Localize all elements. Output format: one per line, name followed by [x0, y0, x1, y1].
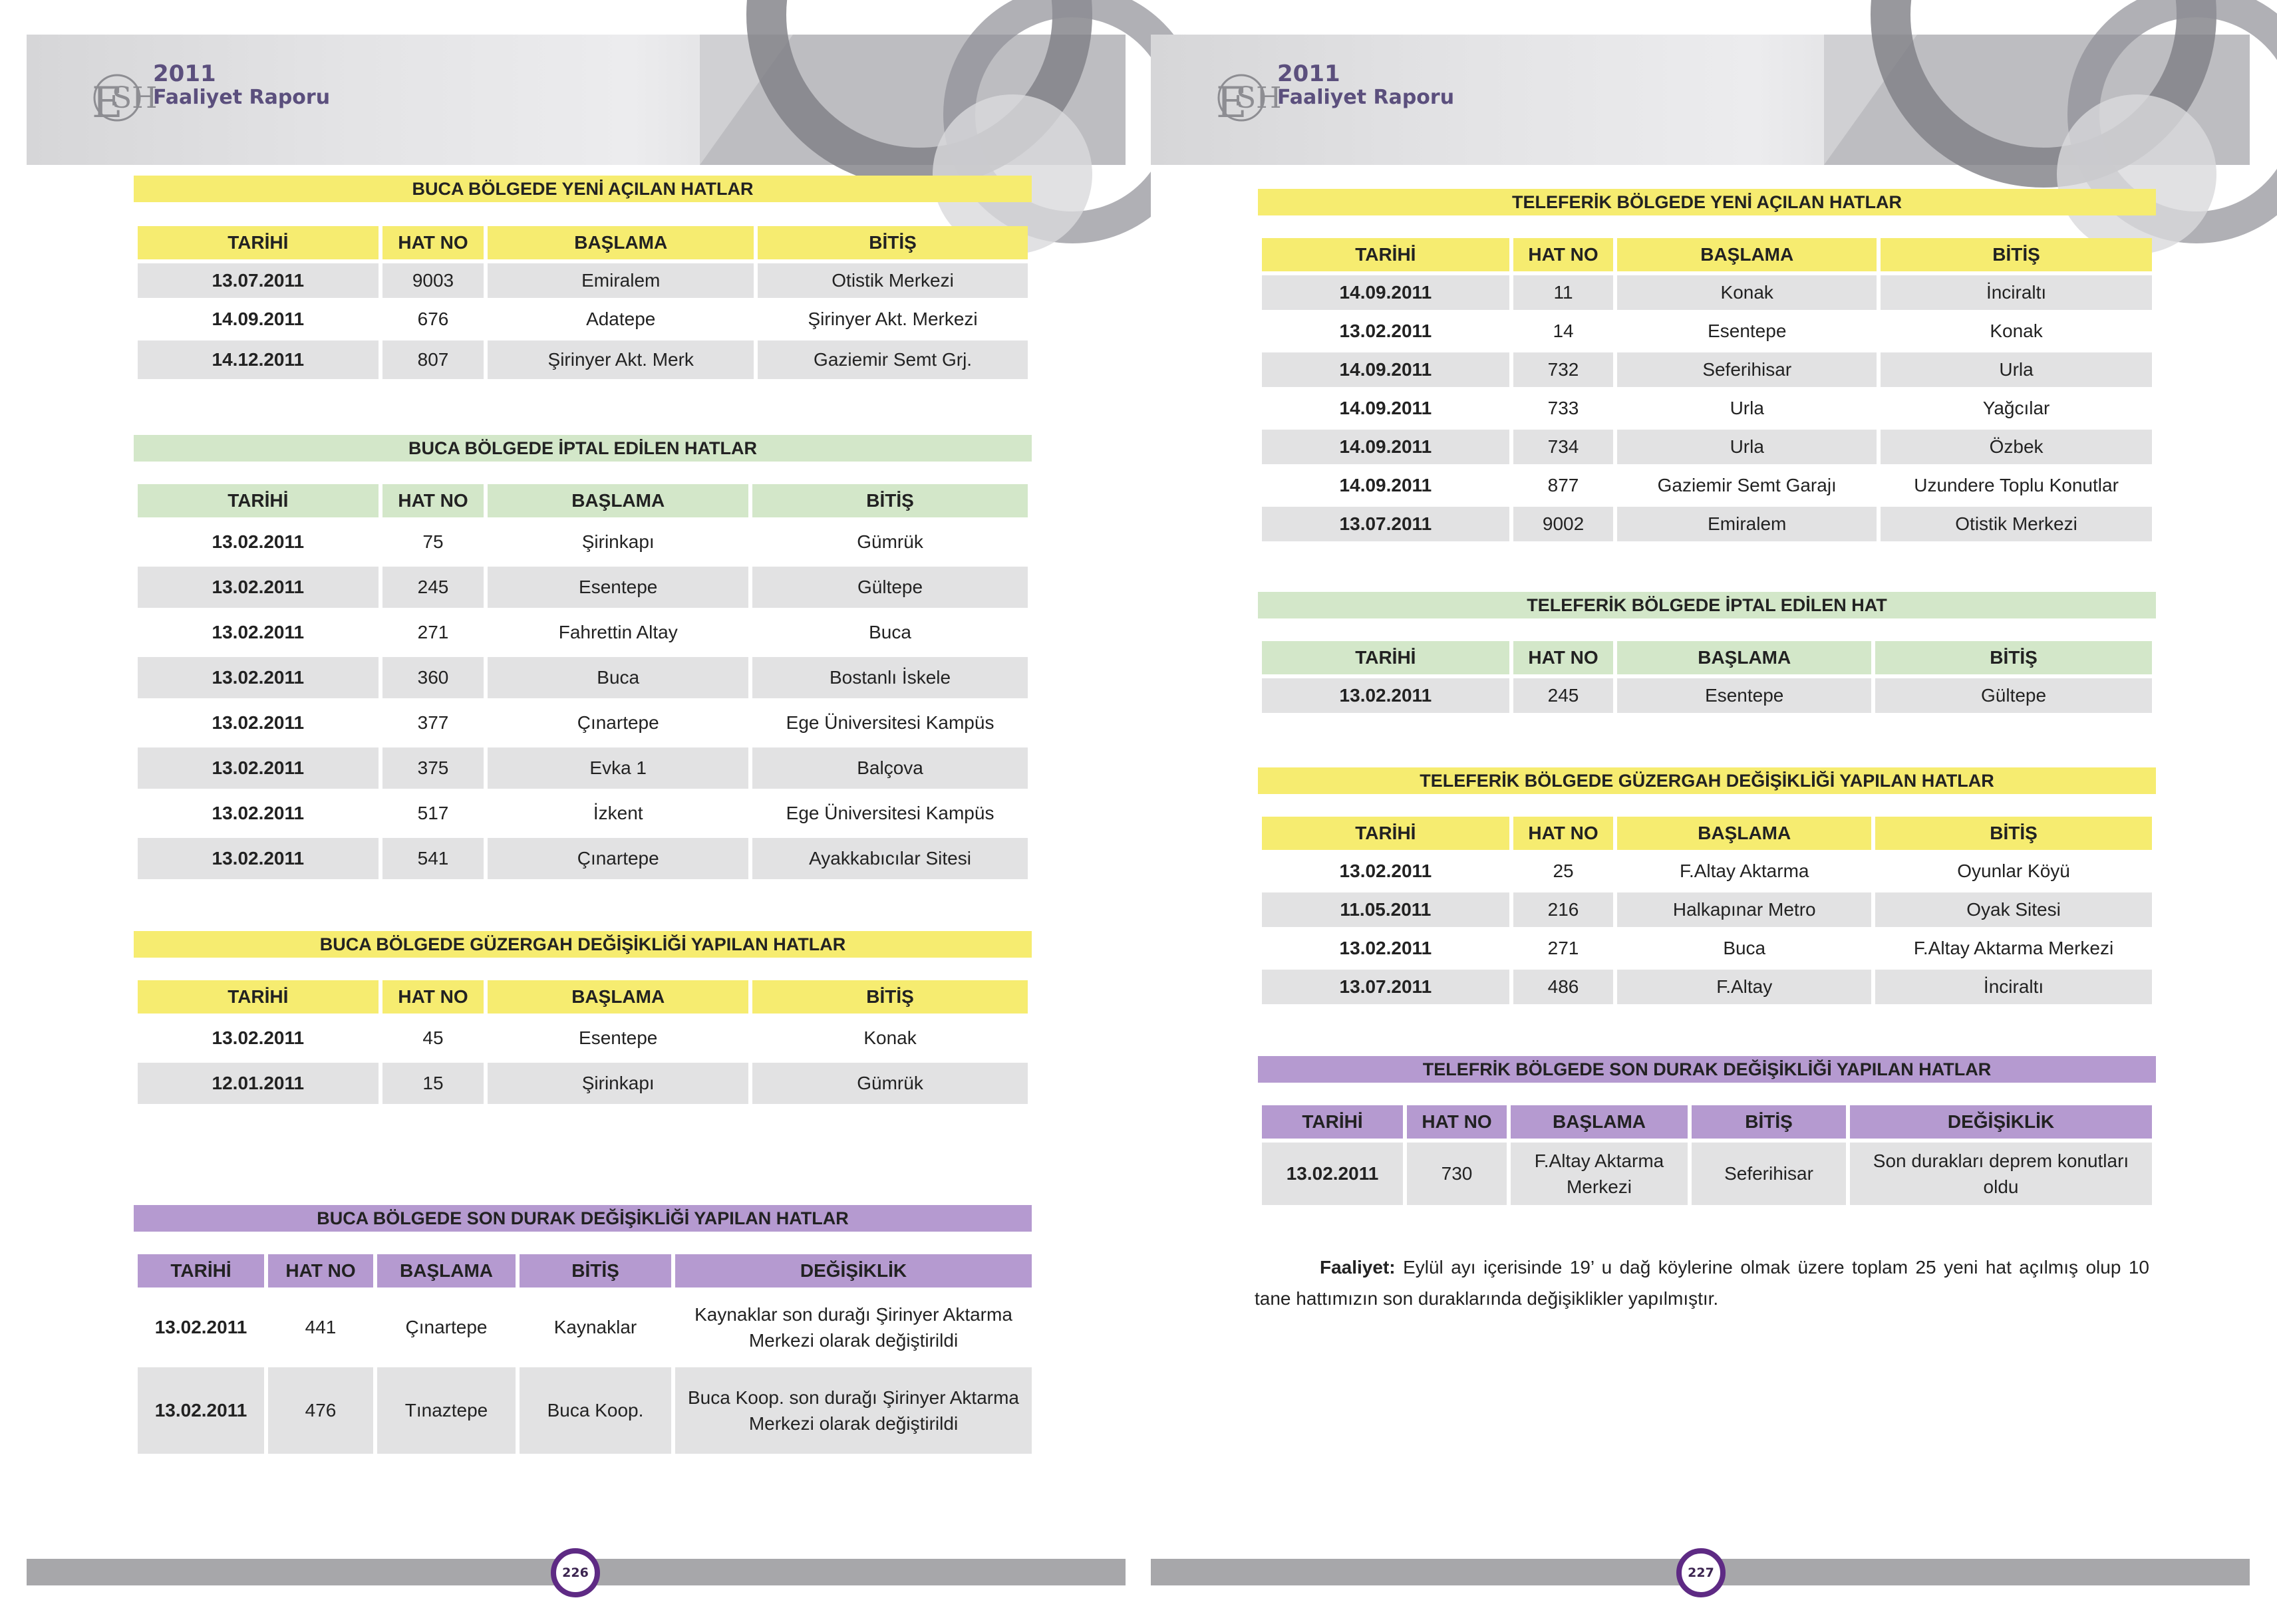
- row-start: Adatepe: [586, 309, 656, 330]
- table-row: [138, 1367, 1032, 1454]
- buca-new-lines-table: [134, 222, 1032, 383]
- row-line: 271: [1547, 938, 1579, 959]
- table-row: [138, 1291, 1032, 1363]
- teleferik-route-changes-table: [1258, 813, 2156, 1008]
- row-line: 541: [382, 838, 484, 879]
- row-start: Emiralem: [1617, 507, 1877, 541]
- buca-terminus-changes-table: [134, 1250, 1036, 1458]
- teleferik-new-lines-table: [1258, 234, 2156, 545]
- row-date: 14.09.2011: [1339, 398, 1432, 419]
- table-row: [1262, 678, 2152, 713]
- row-change: Kaynaklar son durağı Şirinyer Aktarma Merkezi olarak değiştirildi: [694, 1303, 1012, 1351]
- table-row: [1262, 1143, 2152, 1205]
- col-end: BİTİŞ: [758, 226, 1028, 259]
- col-start: BAŞLAMA: [488, 226, 754, 259]
- header-decoration: [1824, 35, 2250, 165]
- table-row: [1262, 507, 2152, 541]
- row-end: Gültepe: [1875, 678, 2152, 713]
- table-row: [1262, 468, 2152, 503]
- row-end: Gümrük: [857, 531, 923, 553]
- buca-cancelled-lines-table: [134, 480, 1032, 883]
- col-end: BİTİŞ: [752, 980, 1028, 1014]
- row-start: F.Altay Aktarma: [1679, 861, 1809, 882]
- col-line: HAT NO: [1513, 238, 1614, 271]
- row-date: 13.07.2011: [1262, 970, 1509, 1004]
- table-row: [138, 838, 1028, 879]
- row-start: Şirinyer Akt. Merk: [488, 340, 754, 379]
- row-line: 517: [417, 803, 449, 824]
- activity-text: Eylül ayı içerisinde 19’ u dağ köylerine olmak üzere toplam 25 yeni hat açılmış olup 10 tane hattımızın son duraklarında değişiklikler yapılmıştır.: [1255, 1257, 2149, 1309]
- row-end: Oyak Sitesi: [1875, 892, 2152, 927]
- row-start: Urla: [1617, 430, 1877, 464]
- row-line: 245: [382, 567, 484, 608]
- page-header-banner: [1151, 35, 2250, 165]
- table-row: [138, 302, 1028, 337]
- row-date: 13.02.2011: [212, 803, 305, 824]
- row-start: Esentepe: [488, 567, 748, 608]
- row-end: Urla: [1881, 352, 2152, 387]
- col-end: BİTİŞ: [1875, 641, 2152, 674]
- row-date: 13.02.2011: [154, 1317, 247, 1338]
- col-end: BİTİŞ: [752, 484, 1028, 517]
- section-title: TELEFERİK BÖLGEDE İPTAL EDİLEN HAT: [1258, 592, 2156, 618]
- row-start: Esentepe: [1708, 321, 1787, 342]
- row-date: 14.09.2011: [212, 309, 305, 330]
- row-start: Tınaztepe: [377, 1367, 516, 1454]
- col-line: HAT NO: [1407, 1105, 1507, 1139]
- row-line: 676: [417, 309, 449, 330]
- row-change: Buca Koop. son durağı Şirinyer Aktarma Merkezi olarak değiştirildi: [675, 1367, 1032, 1454]
- table-row: [138, 1063, 1028, 1104]
- row-line: 877: [1547, 475, 1579, 496]
- row-start: Çınartepe: [488, 838, 748, 879]
- row-line: 25: [1553, 861, 1574, 882]
- page-left: [27, 35, 1126, 1599]
- teleferik-terminus-changes-table: [1258, 1101, 2156, 1209]
- row-date: 13.02.2011: [1262, 1143, 1403, 1205]
- row-date: 13.07.2011: [138, 263, 379, 298]
- row-line: 15: [382, 1063, 484, 1104]
- row-end: Otistik Merkezi: [758, 263, 1028, 298]
- col-line: HAT NO: [382, 980, 484, 1014]
- section-title: TELEFERİK BÖLGEDE GÜZERGAH DEĞİŞİKLİĞİ YAPILAN HATLAR: [1258, 767, 2156, 794]
- row-end: Oyunlar Köyü: [1957, 861, 2070, 882]
- row-date: 13.02.2011: [1339, 321, 1432, 342]
- row-date: 14.09.2011: [1262, 352, 1509, 387]
- col-start: BAŞLAMA: [488, 980, 748, 1014]
- row-date: 13.02.2011: [212, 622, 305, 643]
- teleferik-cancelled-lines-table: [1258, 637, 2156, 717]
- report-year: 2011: [153, 61, 216, 87]
- report-brand: [153, 61, 330, 109]
- row-start: Halkapınar Metro: [1617, 892, 1871, 927]
- row-line: 360: [382, 657, 484, 698]
- row-date: 13.02.2011: [1262, 678, 1509, 713]
- table-row: [138, 657, 1028, 698]
- buca-new-lines-section: [134, 176, 1032, 202]
- row-line: 734: [1513, 430, 1614, 464]
- svg-text:E: E: [1216, 78, 1247, 128]
- row-date: 13.02.2011: [212, 531, 305, 553]
- table-row: [1262, 275, 2152, 310]
- teleferik-terminus-changes-section: [1258, 1056, 2156, 1083]
- col-line: HAT NO: [382, 484, 484, 517]
- row-end: F.Altay Aktarma Merkezi: [1913, 938, 2114, 959]
- table-row: [1262, 931, 2152, 966]
- row-date: 13.02.2011: [212, 712, 305, 734]
- row-start: F.Altay: [1617, 970, 1871, 1004]
- row-start: Gaziemir Semt Garajı: [1657, 475, 1837, 496]
- col-start: BAŞLAMA: [1617, 238, 1877, 271]
- row-end: İnciraltı: [1875, 970, 2152, 1004]
- row-date: 13.02.2011: [212, 1027, 305, 1049]
- col-change: DEĞİŞİKLİK: [675, 1254, 1032, 1287]
- section-title: TELEFERİK BÖLGEDE YENİ AÇILAN HATLAR: [1258, 189, 2156, 215]
- eshot-logo-icon: [88, 59, 158, 137]
- row-start: Buca: [488, 657, 748, 698]
- col-date: TARİHİ: [1262, 641, 1509, 674]
- row-date: 12.01.2011: [138, 1063, 379, 1104]
- row-end: Konak: [1990, 321, 2043, 342]
- row-start: Urla: [1730, 398, 1764, 419]
- table-row: [138, 793, 1028, 834]
- row-start: Fahrettin Altay: [558, 622, 678, 643]
- page-header-banner: [27, 35, 1126, 165]
- row-date: 11.05.2011: [1262, 892, 1509, 927]
- row-end: Uzundere Toplu Konutlar: [1914, 475, 2119, 496]
- row-date: 13.02.2011: [1339, 938, 1432, 959]
- row-end: Seferihisar: [1692, 1143, 1846, 1205]
- teleferik-cancelled-lines-section: [1258, 592, 2156, 618]
- page-number: 226: [551, 1548, 600, 1597]
- row-end: Ayakkabıcılar Sitesi: [752, 838, 1028, 879]
- row-end: Bostanlı İskele: [752, 657, 1028, 698]
- row-date: 13.07.2011: [1262, 507, 1509, 541]
- row-date: 14.09.2011: [1262, 430, 1509, 464]
- row-start: Konak: [1617, 275, 1877, 310]
- row-end: Gültepe: [752, 567, 1028, 608]
- table-row: [138, 567, 1028, 608]
- activity-paragraph: [1255, 1252, 2149, 1314]
- col-date: TARİHİ: [1262, 817, 1509, 850]
- row-end: Şirinyer Akt. Merkezi: [808, 309, 978, 330]
- row-line: 375: [382, 747, 484, 789]
- row-line: 807: [382, 340, 484, 379]
- row-line: 75: [422, 531, 444, 553]
- row-end: Ege Üniversitesi Kampüs: [786, 803, 994, 824]
- buca-cancelled-lines-section: [134, 435, 1032, 462]
- row-line: 486: [1513, 970, 1614, 1004]
- row-line: 9002: [1513, 507, 1614, 541]
- row-start: Esentepe: [1617, 678, 1871, 713]
- row-start: Emiralem: [488, 263, 754, 298]
- row-start: Evka 1: [488, 747, 748, 789]
- section-title: BUCA BÖLGEDE YENİ AÇILAN HATLAR: [134, 176, 1032, 202]
- row-line: 476: [268, 1367, 373, 1454]
- table-row: [138, 702, 1028, 744]
- col-date: TARİHİ: [138, 226, 379, 259]
- col-end: BİTİŞ: [1692, 1105, 1846, 1139]
- row-line: 377: [417, 712, 449, 734]
- col-line: HAT NO: [1513, 641, 1614, 674]
- table-row: [138, 1017, 1028, 1059]
- row-end: Ege Üniversitesi Kampüs: [786, 712, 994, 734]
- row-start: Şirinkapı: [488, 1063, 748, 1104]
- col-date: TARİHİ: [138, 484, 379, 517]
- row-line: 245: [1513, 678, 1614, 713]
- row-date: 13.02.2011: [138, 1367, 264, 1454]
- row-end: Konak: [863, 1027, 917, 1049]
- report-year: 2011: [1277, 61, 1340, 87]
- col-start: BAŞLAMA: [1617, 817, 1871, 850]
- row-start: F.Altay Aktarma Merkezi: [1511, 1143, 1688, 1205]
- row-start: Çınartepe: [577, 712, 659, 734]
- row-end: Kaynaklar: [553, 1317, 637, 1338]
- section-title: TELEFRİK BÖLGEDE SON DURAK DEĞİŞİKLİĞİ YAPILAN HATLAR: [1258, 1056, 2156, 1083]
- row-line: 441: [305, 1317, 337, 1338]
- buca-terminus-changes-section: [134, 1205, 1032, 1232]
- row-line: 45: [422, 1027, 444, 1049]
- col-line: HAT NO: [1513, 817, 1614, 850]
- row-end: Otistik Merkezi: [1881, 507, 2152, 541]
- col-start: BAŞLAMA: [377, 1254, 516, 1287]
- row-line: 11: [1513, 275, 1614, 310]
- row-start: İzkent: [593, 803, 643, 824]
- row-line: 271: [417, 622, 449, 643]
- row-date: 13.02.2011: [138, 747, 379, 789]
- col-start: BAŞLAMA: [488, 484, 748, 517]
- col-date: TARİHİ: [138, 980, 379, 1014]
- section-title: BUCA BÖLGEDE SON DURAK DEĞİŞİKLİĞİ YAPILAN HATLAR: [134, 1205, 1032, 1232]
- svg-text:SH: SH: [1236, 81, 1282, 115]
- row-start: Şirinkapı: [581, 531, 655, 553]
- row-end: Balçova: [752, 747, 1028, 789]
- col-end: BİTİŞ: [1881, 238, 2152, 271]
- row-end: Gümrük: [752, 1063, 1028, 1104]
- row-line: 14: [1553, 321, 1574, 342]
- report-title: Faaliyet Raporu: [1277, 86, 1455, 110]
- teleferik-route-changes-section: [1258, 767, 2156, 794]
- row-end: Buca Koop.: [520, 1367, 671, 1454]
- col-start: BAŞLAMA: [1617, 641, 1871, 674]
- row-end: Gaziemir Semt Grj.: [758, 340, 1028, 379]
- row-line: 732: [1513, 352, 1614, 387]
- table-row: [1262, 430, 2152, 464]
- eshot-logo-icon: [1212, 59, 1282, 137]
- row-line: 216: [1513, 892, 1614, 927]
- row-end: Özbek: [1881, 430, 2152, 464]
- table-row: [138, 340, 1028, 379]
- row-end: Yağcılar: [1982, 398, 2050, 419]
- svg-text:E: E: [92, 78, 123, 128]
- row-start: Seferihisar: [1617, 352, 1877, 387]
- row-start: Esentepe: [579, 1027, 658, 1049]
- report-brand: [1277, 61, 1454, 109]
- row-end: Buca: [869, 622, 911, 643]
- table-row: [1262, 854, 2152, 888]
- table-row: [138, 747, 1028, 789]
- col-date: TARİHİ: [1262, 238, 1509, 271]
- table-row: [1262, 391, 2152, 426]
- row-date: 14.12.2011: [138, 340, 379, 379]
- table-row: [138, 263, 1028, 298]
- table-row: [1262, 892, 2152, 927]
- row-end: İnciraltı: [1881, 275, 2152, 310]
- report-title: Faaliyet Raporu: [153, 86, 331, 110]
- buca-route-changes-section: [134, 931, 1032, 958]
- svg-text:SH: SH: [112, 81, 158, 115]
- table-row: [1262, 314, 2152, 348]
- row-date: 13.02.2011: [138, 657, 379, 698]
- row-date: 14.09.2011: [1339, 475, 1432, 496]
- row-date: 14.09.2011: [1262, 275, 1509, 310]
- row-date: 13.02.2011: [1339, 861, 1432, 882]
- row-date: 13.02.2011: [138, 567, 379, 608]
- row-start: Çınartepe: [405, 1317, 488, 1338]
- table-row: [138, 521, 1028, 563]
- col-start: BAŞLAMA: [1511, 1105, 1688, 1139]
- col-end: BİTİŞ: [520, 1254, 671, 1287]
- col-end: BİTİŞ: [1875, 817, 2152, 850]
- col-date: TARİHİ: [138, 1254, 264, 1287]
- row-line: 730: [1407, 1143, 1507, 1205]
- buca-route-changes-table: [134, 976, 1032, 1108]
- section-title: BUCA BÖLGEDE GÜZERGAH DEĞİŞİKLİĞİ YAPILAN HATLAR: [134, 931, 1032, 958]
- row-date: 13.02.2011: [138, 838, 379, 879]
- col-line: HAT NO: [268, 1254, 373, 1287]
- row-change: Son durakları deprem konutları oldu: [1850, 1143, 2152, 1205]
- page-number: 227: [1676, 1548, 1726, 1597]
- row-line: 733: [1547, 398, 1579, 419]
- table-row: [1262, 352, 2152, 387]
- section-title: BUCA BÖLGEDE İPTAL EDİLEN HATLAR: [134, 435, 1032, 462]
- header-decoration: [700, 35, 1126, 165]
- row-start: Buca: [1723, 938, 1766, 959]
- col-line: HAT NO: [382, 226, 484, 259]
- col-change: DEĞİŞİKLİK: [1850, 1105, 2152, 1139]
- table-row: [1262, 970, 2152, 1004]
- teleferik-new-lines-section: [1258, 189, 2156, 215]
- page-right: [1151, 35, 2250, 1599]
- activity-label: Faaliyet:: [1320, 1257, 1396, 1278]
- table-row: [138, 612, 1028, 653]
- col-date: TARİHİ: [1262, 1105, 1403, 1139]
- row-line: 9003: [382, 263, 484, 298]
